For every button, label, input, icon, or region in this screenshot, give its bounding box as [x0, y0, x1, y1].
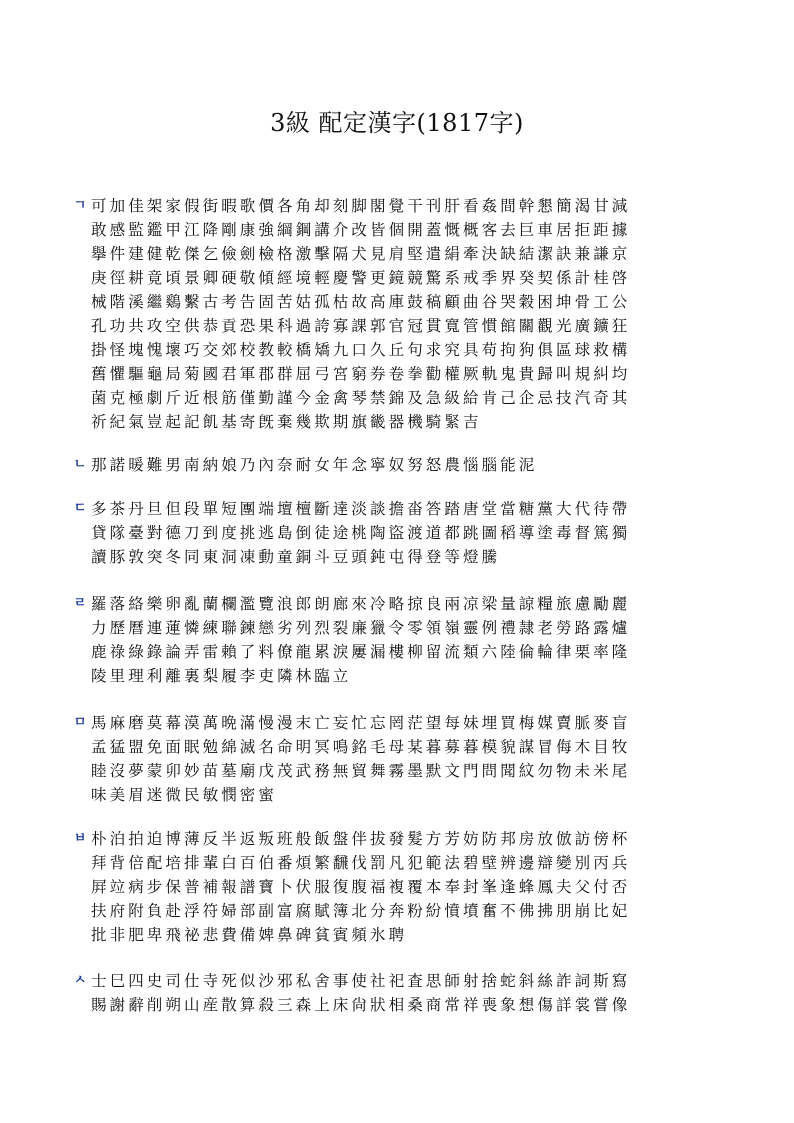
- hanja-line: 孔功共攻空供恭貢恐果科過誇寡課郭官冠貫寬管慣館關觀光廣鑛狂: [91, 317, 631, 335]
- hanja-line: 鹿祿綠錄論弄雷賴了料僚龍累淚屢漏樓柳留流類六陸倫輪律栗率隆: [91, 643, 631, 661]
- section-marker: ㅅ: [73, 973, 87, 988]
- hanja-line: 擧件建健乾傑乞儉劍檢格激擊隔犬見肩堅遣絹牽決缺結潔訣兼謙京: [91, 245, 631, 263]
- hanja-line: 扶府附負赴浮符婦部副富腐賦簿北分奔粉紛憤墳奮不佛拂朋崩比妃: [91, 902, 631, 920]
- hanja-line: 械階溪繼鷄繫古考告固苦姑孤枯故高庫鼓稿顧曲谷哭穀困坤骨工公: [91, 293, 631, 311]
- hanja-line: 舊懼驅龜局菊國君軍郡群屈弓宮窮券卷拳勸權厥軌鬼貴歸叫規糾均: [91, 365, 631, 383]
- hanja-line: 批非肥卑飛祕悲費備婢鼻碑貧賓頻氷聘: [91, 926, 408, 944]
- hanja-line: 可加佳架家假街暇歌價各角却刻脚閣覺干刊肝看姦間幹懇簡渴甘減: [91, 197, 631, 215]
- hanja-line: 多茶丹旦但段單短團端壇檀斷達淡談擔畓答踏唐堂當糖黨大代待帶: [91, 500, 631, 518]
- hanja-line: 讀豚敦突冬同東洞凍動童銅斗豆頭鈍屯得登等燈騰: [91, 548, 501, 566]
- section-marker: ㅁ: [73, 715, 87, 730]
- hanja-line: 拜背倍配培排輩白百伯番煩繁飜伐罰凡犯範法碧壁辨邊辯變別丙兵: [91, 854, 631, 872]
- section-marker: ㄴ: [73, 457, 87, 472]
- section-marker: ㄹ: [73, 596, 87, 611]
- hanja-line: 屛竝病步保普補報譜寶卜伏服復腹福複覆本奉封峯逢蜂鳳夫父付否: [91, 878, 631, 896]
- hanja-list: [91, 969, 630, 1017]
- hanja-line: 掛怪塊愧壞巧交郊校教較橋矯九口久丘句求究具苟拘狗俱區球救構: [91, 341, 631, 359]
- section-marker: ㄱ: [73, 198, 87, 213]
- hanja-line: 力歷曆連蓮憐練聯鍊戀劣列烈裂廉獵令零領嶺靈例禮隷老勞路露爐: [91, 619, 631, 637]
- hanja-line: 睦沒夢蒙卯妙苗墓廟戊茂武務無貿舞霧墨默文門問聞紋勿物未米尾: [91, 762, 631, 780]
- hanja-line: 羅落絡樂卵亂蘭欄濫覽浪郎朗廊來冷略掠良兩凉梁量諒糧旅慮勵麗: [91, 595, 631, 613]
- hanja-list: [91, 827, 630, 947]
- hanja-line: 馬麻磨莫幕漠萬晩滿慢漫末亡妄忙忘罔茫望每妹埋買梅媒賣脈麥盲: [91, 714, 631, 732]
- hanja-list: [91, 194, 630, 434]
- hanja-line: 庚徑耕竟頃景卿硬敬傾經境輕慶警更鏡競驚系戒季界癸契係計桂啓: [91, 269, 631, 287]
- hanja-list: [91, 592, 630, 688]
- hanja-line: 陵里理利離裏梨履李吏隣林臨立: [91, 667, 352, 685]
- hanja-line: 菌克極劇斤近根筋僅勤謹今金禽琴禁錦及急級給肯己企忌技汽奇其: [91, 389, 631, 407]
- page-title: 3級 配定漢字(1817字): [270, 109, 524, 137]
- hanja-line: 敢感監鑑甲江降剛康強綱鋼講介改皆個開蓋慨概客去巨車居拒距據: [91, 221, 631, 239]
- hanja-list: [91, 711, 630, 807]
- hanja-line: 那諾暖難男南納娘乃內奈耐女年念寧奴努怒農惱腦能泥: [91, 456, 538, 474]
- section-marker: ㄷ: [73, 501, 87, 516]
- hanja-line: 貸隊臺對德刀到度挑逃島倒徒途桃陶盜渡道都跳圖稻導塗毒督篤獨: [91, 524, 631, 542]
- hanja-line: 朴泊拍迫博薄反半返叛班般飯盤伴拔發髮方芳妨防邦房放倣訪傍杯: [91, 830, 631, 848]
- hanja-list: [91, 497, 630, 569]
- hanja-line: 味美眉迷微民敏憫密蜜: [91, 786, 278, 804]
- hanja-list: [91, 453, 537, 477]
- section-marker: ㅂ: [73, 831, 87, 846]
- hanja-line: 士巳四史司仕寺死似沙邪私舍事使社祀査思師射捨蛇斜絲詐詞斯寫: [91, 972, 631, 990]
- hanja-line: 祈紀氣豈起記飢基寄旣棄幾欺期旗畿器機騎緊吉: [91, 413, 482, 431]
- hanja-line: 賜謝辭削朔山産散算殺三森上床尙狀相桑商常祥喪象想傷詳裳嘗像: [91, 996, 631, 1014]
- hanja-line: 孟猛盟免面眠勉綿滅名命明冥鳴銘毛母某暮募暮模貌謀冒侮木目牧: [91, 738, 631, 756]
